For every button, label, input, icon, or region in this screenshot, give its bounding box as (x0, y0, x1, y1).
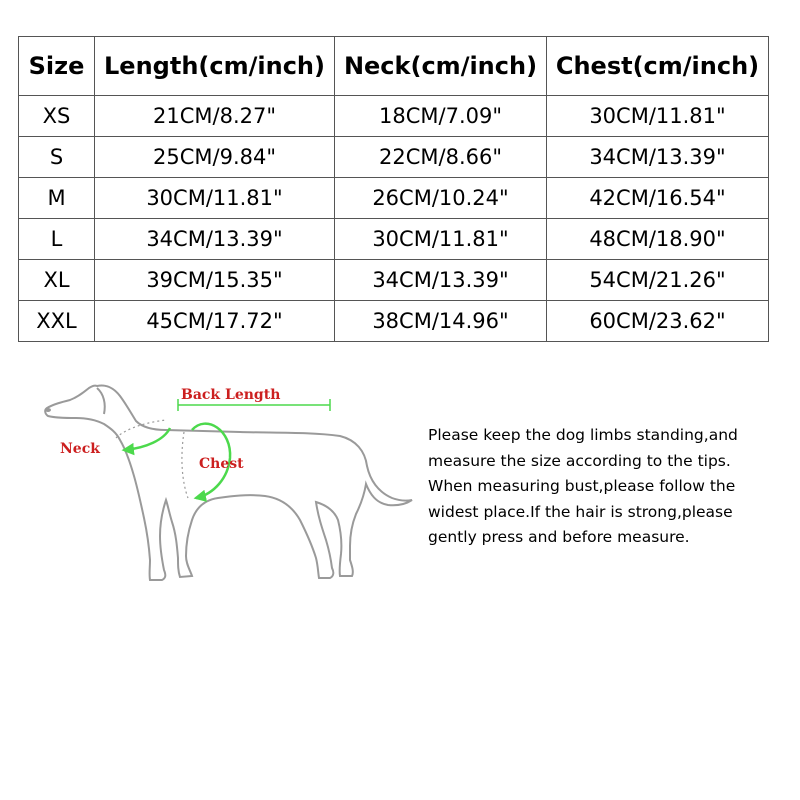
neck-arrow (124, 428, 170, 450)
cell-length: 30CM/11.81" (95, 178, 335, 219)
dog-measurement-diagram (30, 372, 420, 588)
cell-length: 39CM/15.35" (95, 260, 335, 301)
measurement-instructions (428, 423, 788, 551)
cell-size: L (19, 219, 95, 260)
table-header-row (19, 37, 769, 96)
table-row (19, 219, 769, 260)
cell-chest: 42CM/16.54" (547, 178, 769, 219)
cell-neck: 18CM/7.09" (335, 96, 547, 137)
instruction-line: When measuring bust,please follow the (428, 477, 736, 495)
header-neck: Neck(cm/inch) (335, 37, 547, 96)
header-size: Size (19, 37, 95, 96)
cell-neck: 22CM/8.66" (335, 137, 547, 178)
neck-label: Neck (60, 441, 100, 457)
instruction-line: gently press and before measure. (428, 528, 690, 546)
cell-size: S (19, 137, 95, 178)
cell-chest: 60CM/23.62" (547, 301, 769, 342)
instruction-line: Please keep the dog limbs standing,and (428, 426, 738, 444)
dog-nose (45, 408, 51, 412)
instruction-line: widest place.If the hair is strong,please (428, 502, 733, 521)
cell-length: 34CM/13.39" (95, 219, 335, 260)
cell-chest: 30CM/11.81" (547, 96, 769, 137)
table-row (19, 137, 769, 178)
table-row (19, 178, 769, 219)
cell-length: 45CM/17.72" (95, 301, 335, 342)
table-row (19, 260, 769, 301)
cell-neck: 34CM/13.39" (335, 260, 547, 301)
table-row (19, 96, 769, 137)
table-row (19, 301, 769, 342)
cell-size: M (19, 178, 95, 219)
size-chart-table (18, 36, 769, 342)
header-length: Length(cm/inch) (95, 37, 335, 96)
cell-neck: 38CM/14.96" (335, 301, 547, 342)
cell-neck: 26CM/10.24" (335, 178, 547, 219)
cell-chest: 54CM/21.26" (547, 260, 769, 301)
instruction-line: measure the size according to the tips. (428, 451, 731, 470)
chest-dotted-band (182, 432, 188, 498)
cell-neck: 30CM/11.81" (335, 219, 547, 260)
dog-silhouette (45, 385, 412, 580)
chest-label: Chest (199, 456, 244, 472)
back-length-label: Back Length (181, 387, 281, 403)
dog-ear (97, 388, 105, 414)
header-chest: Chest(cm/inch) (547, 37, 769, 96)
cell-size: XL (19, 260, 95, 301)
cell-chest: 34CM/13.39" (547, 137, 769, 178)
cell-size: XXL (19, 301, 95, 342)
cell-length: 21CM/8.27" (95, 96, 335, 137)
cell-size: XS (19, 96, 95, 137)
cell-length: 25CM/9.84" (95, 137, 335, 178)
cell-chest: 48CM/18.90" (547, 219, 769, 260)
